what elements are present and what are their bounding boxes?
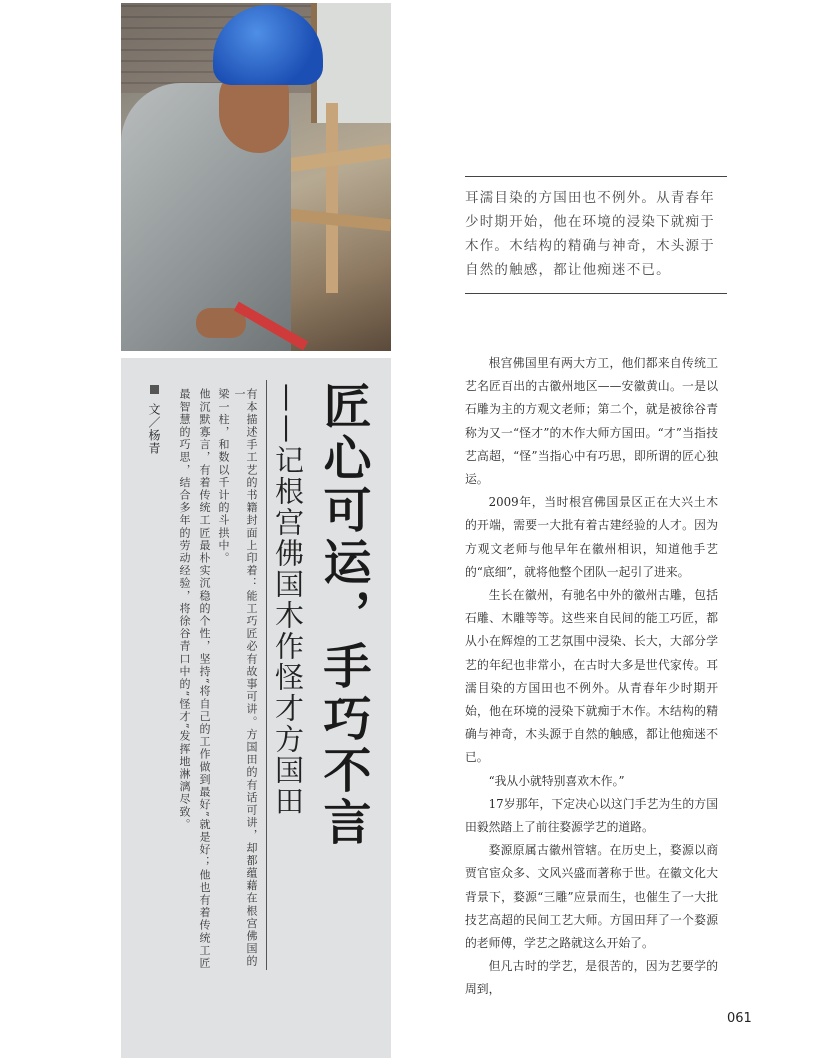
pull-quote-top-rule (465, 176, 727, 177)
article-body (465, 352, 718, 1002)
paragraph: 但凡古时的学艺，是很苦的，因为艺要学的周到， (465, 959, 718, 997)
paragraph: 生长在徽州，有驰名中外的徽州古雕，包括石雕、木雕等等。这些来自民间的能工巧匠，都从小在辉煌的工艺氛围中浸染、长大，大部分学艺的年纪也非常小，在古时大多是世代家传。耳濡目染的方国田也不例外。从青春年少时期开始，他在环境的浸染下就痴于木作。木结构的精确与神奇，木头源于自然的触感，都让他痴迷不已。 (465, 588, 718, 765)
pull-quote: 耳濡目染的方国田也不例外。从青春年少时期开始，他在环境的浸染下就痴于木作。木结构的精确与神奇，木头源于自然的触感，都让他痴迷不已。 (465, 190, 715, 278)
intro-line-1: 有本描述手工艺的书籍封面上印着：能工巧匠必有故事可讲。方国田的有话可讲，却都蕴藉在根宫佛国的一 (233, 388, 258, 968)
paragraph: “我从小就特别喜欢木作。” (488, 773, 625, 788)
paragraph: 2009年，当时根宫佛国景区正在大兴土木的开端，需要一大批有着古建经验的人才。因为方观文老师与他早年在徽州相识，知道他手艺的“底细”，就将他整个团队一起引了进来。 (465, 495, 718, 579)
pull-quote-bottom-rule (465, 293, 727, 294)
intro-line-4: 最智慧的巧思，结合多年的劳动经验，将徐谷青口中的“怪才”发挥地淋漓尽致。 (178, 388, 191, 831)
intro-line-3: 他沉默寡言，有着传统工匠最朴实沉稳的个性，坚持“将自己的工作做到最好”就是好；他也有着传统工匠 (198, 388, 211, 970)
page-number: 061 (727, 1011, 752, 1026)
byline-square-icon (150, 385, 159, 394)
byline (146, 385, 163, 455)
paragraph: 婺源原属古徽州管辖。在历史上，婺源以商贾官宦众多、文风兴盛而著称于世。在徽文化大背景下，婺源“三雕”应景而生，也催生了一大批技艺高超的民间工艺大师。方国田拜了一个婺源的老师傅，学艺之路就这么开始了。 (465, 843, 718, 951)
title-divider (266, 380, 267, 970)
article-subtitle: ——记根宫佛国木作怪才方国田 (271, 383, 305, 817)
byline-text: 文／杨青 (147, 402, 161, 455)
paragraph: 根宫佛国里有两大方工，他们都来自传统工艺名匠百出的古徽州地区——安徽黄山。一是以石雕为主的方观文老师；第二个，就是被徐谷青称为又一“怪才”的木作大师方国田。“才”当指技艺高超，“怪”当指心中有巧思，即所谓的匠心独运。 (465, 356, 718, 487)
intro-line-2: 梁一柱，和数以千计的斗拱中。 (217, 388, 230, 565)
worker-photo (121, 3, 391, 351)
article-title: 匠心可运，手巧不言 (315, 381, 371, 849)
paragraph: 17岁那年，下定决心以这门手艺为生的方国田毅然踏上了前往婺源学艺的道路。 (465, 796, 718, 835)
